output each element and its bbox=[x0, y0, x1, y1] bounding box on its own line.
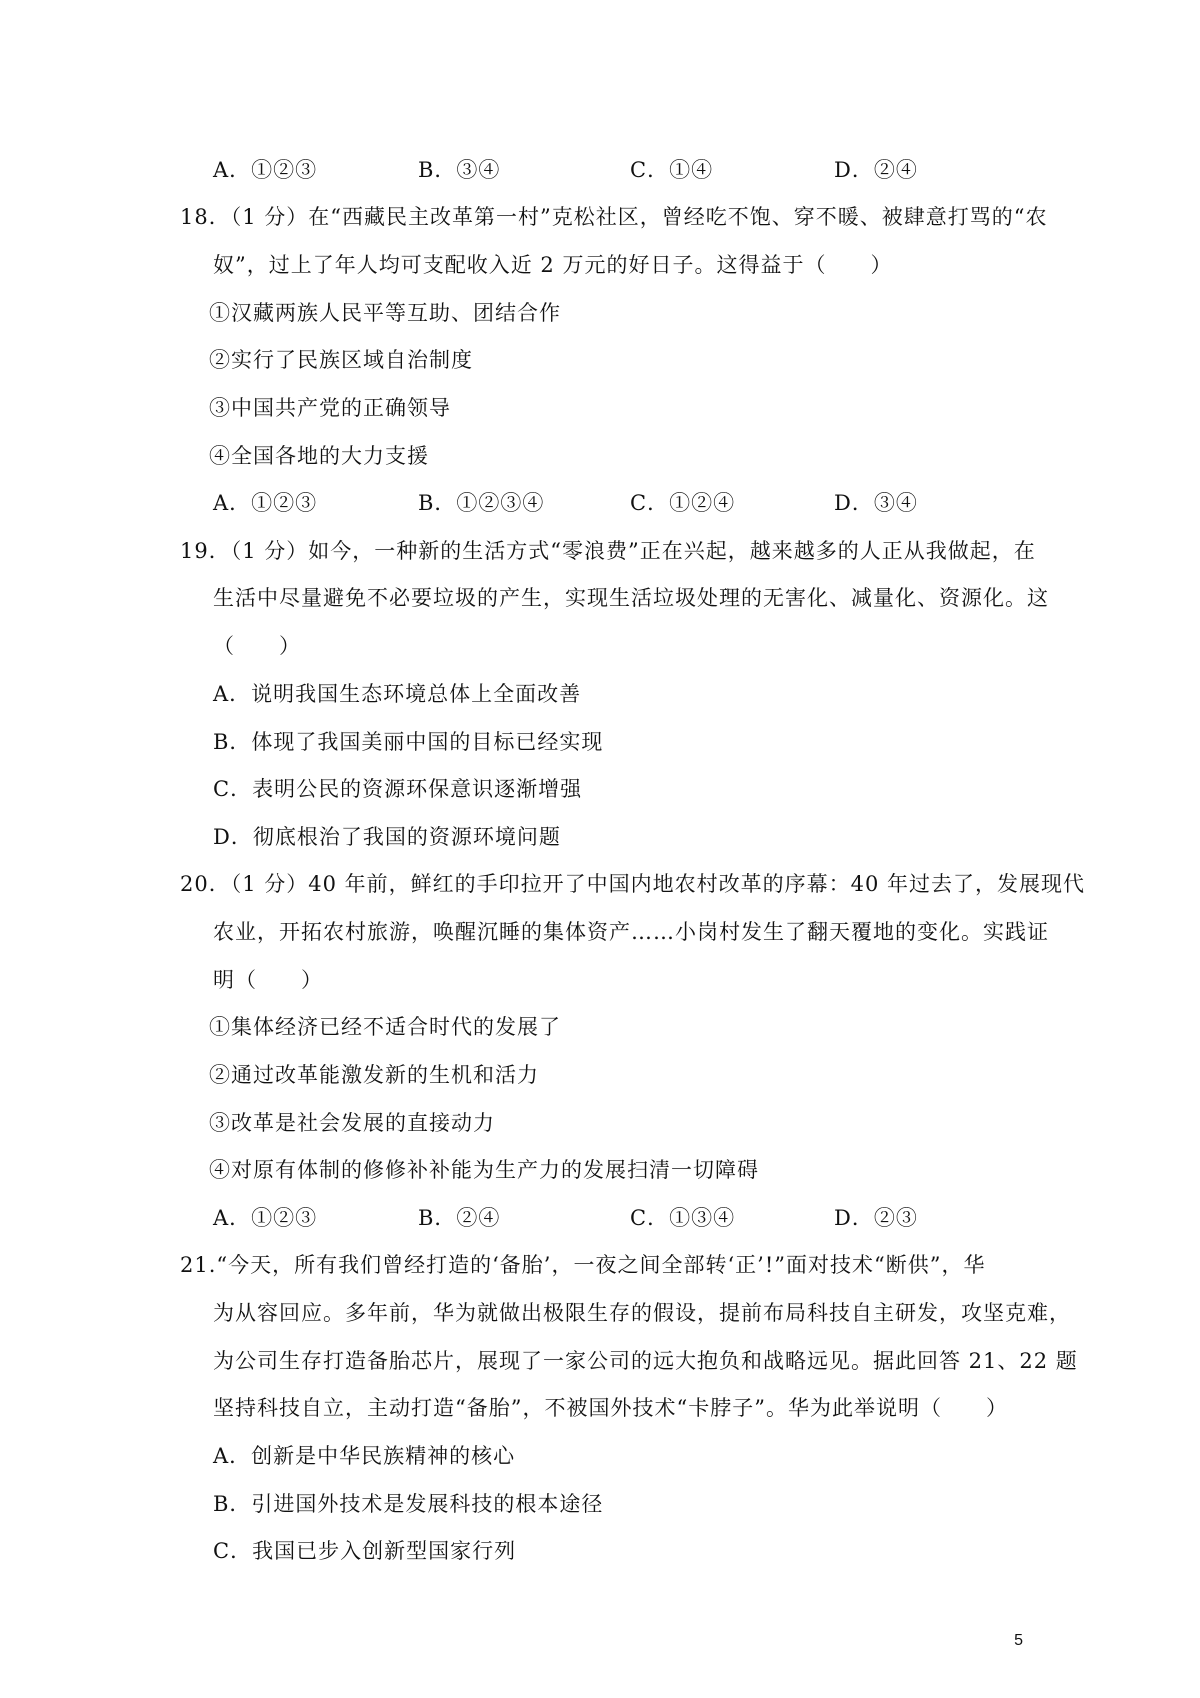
q20-option-b: B．②④ bbox=[418, 1206, 501, 1230]
q21-option-a: A．创新是中华民族精神的核心 bbox=[213, 1444, 516, 1468]
q17-option-a: A．①②③ bbox=[213, 158, 318, 182]
q20-stem-line-1: 20．（1 分）40 年前，鲜红的手印拉开了中国内地农村改革的序幕：40 年过去了，发展现代 bbox=[180, 872, 1086, 896]
q20-statement-3: ③改革是社会发展的直接动力 bbox=[209, 1111, 495, 1135]
q18-statement-3: ③中国共产党的正确领导 bbox=[209, 396, 451, 420]
q18-stem-line-2: 奴”，过上了年人均可支配收入近 2 万元的好日子。这得益于（ ） bbox=[213, 253, 893, 277]
q20-stem-line-2: 农业，开拓农村旅游，唤醒沉睡的集体资产……小岗村发生了翻天覆地的变化。实践证 bbox=[213, 920, 1049, 944]
q18-option-b: B．①②③④ bbox=[418, 491, 545, 515]
q21-option-b: B．引进国外技术是发展科技的根本途径 bbox=[213, 1492, 604, 1516]
q19-option-d: D．彻底根治了我国的资源环境问题 bbox=[213, 825, 561, 849]
q19-option-c: C．表明公民的资源环保意识逐渐增强 bbox=[213, 777, 583, 801]
q19-option-a: A．说明我国生态环境总体上全面改善 bbox=[213, 682, 582, 706]
q20-option-c: C．①③④ bbox=[630, 1206, 736, 1230]
q21-stem-line-2: 为从容回应。多年前，华为就做出极限生存的假设，提前布局科技自主研发，攻坚克难， bbox=[213, 1301, 1071, 1325]
q20-statement-4: ④对原有体制的修修补补能为生产力的发展扫清一切障碍 bbox=[209, 1158, 759, 1182]
q21-stem-line-4: 坚持科技自立，主动打造“备胎”，不被国外技术“卡脖子”。华为此举说明（ ） bbox=[213, 1396, 1008, 1420]
q21-stem-line-3: 为公司生存打造备胎芯片，展现了一家公司的远大抱负和战略远见。据此回答 21、22 题 bbox=[213, 1349, 1078, 1373]
q17-option-b: B．③④ bbox=[418, 158, 501, 182]
q17-option-d: D．②④ bbox=[834, 158, 918, 182]
q18-statement-2: ②实行了民族区域自治制度 bbox=[209, 348, 473, 372]
q19-stem-line-1: 19．（1 分）如今，一种新的生活方式“零浪费”正在兴起，越来越多的人正从我做起，在 bbox=[180, 539, 1036, 563]
q19-stem-line-2: 生活中尽量避免不必要垃圾的产生，实现生活垃圾处理的无害化、减量化、资源化。这 bbox=[213, 586, 1049, 610]
q21-option-c: C．我国已步入创新型国家行列 bbox=[213, 1539, 517, 1563]
q18-statement-4: ④全国各地的大力支援 bbox=[209, 444, 429, 468]
q17-option-c: C．①④ bbox=[630, 158, 714, 182]
page-number: 5 bbox=[1014, 1632, 1023, 1649]
q20-statement-2: ②通过改革能激发新的生机和活力 bbox=[209, 1063, 539, 1087]
q19-option-b: B．体现了我国美丽中国的目标已经实现 bbox=[213, 730, 604, 754]
q20-stem-line-3: 明（ ） bbox=[213, 968, 323, 992]
q18-stem-line-1: 18．（1 分）在“西藏民主改革第一村”克松社区，曾经吃不饱、穿不暖、被肆意打骂的“农 bbox=[180, 205, 1048, 229]
q18-option-c: C．①②④ bbox=[630, 491, 736, 515]
q18-option-d: D．③④ bbox=[834, 491, 918, 515]
q18-option-a: A．①②③ bbox=[213, 491, 318, 515]
q20-option-d: D．②③ bbox=[834, 1206, 918, 1230]
q19-stem-line-3: （ ） bbox=[213, 634, 301, 658]
q20-option-a: A．①②③ bbox=[213, 1206, 318, 1230]
q18-statement-1: ①汉藏两族人民平等互助、团结合作 bbox=[209, 301, 561, 325]
q21-stem-line-1: 21.“今天，所有我们曾经打造的‘备胎’，一夜之间全部转‘正’!”面对技术“断供”，华 bbox=[180, 1253, 986, 1277]
q20-statement-1: ①集体经济已经不适合时代的发展了 bbox=[209, 1015, 561, 1039]
